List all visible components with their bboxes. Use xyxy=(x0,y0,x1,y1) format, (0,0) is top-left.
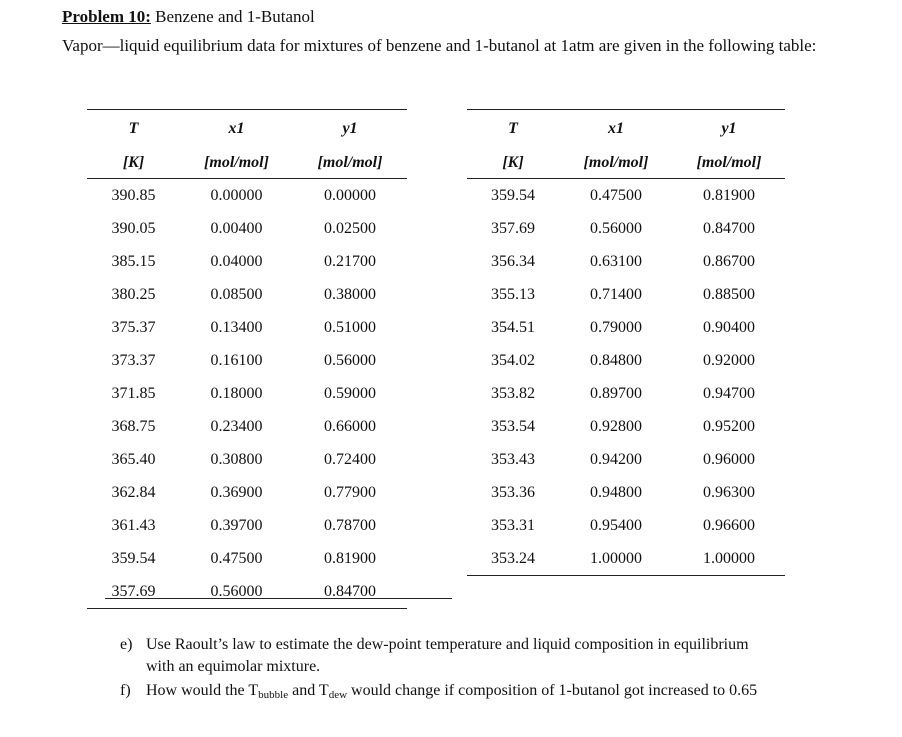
cell-x1: 0.30800 xyxy=(210,451,263,468)
cell-y1: 0.02500 xyxy=(324,220,376,237)
header-T: T xyxy=(467,110,559,149)
cell-x1: 0.79000 xyxy=(590,319,642,336)
question-list xyxy=(120,634,780,704)
cell-y1: 0.81900 xyxy=(703,187,755,204)
table-row xyxy=(87,278,407,311)
cell-x1: 0.18000 xyxy=(210,385,263,402)
cell-T: 390.85 xyxy=(111,187,156,204)
header-unit-row xyxy=(87,148,407,179)
cell-T: 390.05 xyxy=(111,220,156,237)
unit-x1: [mol/mol] xyxy=(559,148,673,179)
cell-y1: 0.00000 xyxy=(324,187,376,204)
table-row xyxy=(87,575,407,609)
cell-x1: 0.63100 xyxy=(590,253,642,270)
cell-x1: 0.71400 xyxy=(590,286,642,303)
cell-T: 371.85 xyxy=(111,385,156,402)
t-bubble-subscript: bubble xyxy=(258,689,289,701)
intro-paragraph: Vapor—liquid equilibrium data for mixtures of benzene and 1-butanol at 1atm are given in the following table: xyxy=(62,36,817,55)
problem-number: Problem 10: xyxy=(62,7,151,26)
unit-y1: [mol/mol] xyxy=(673,148,785,179)
cell-y1: 0.84700 xyxy=(703,220,755,237)
vle-table-left xyxy=(87,109,407,609)
table-row xyxy=(87,476,407,509)
header-y1: y1 xyxy=(293,110,407,149)
cell-x1: 0.00400 xyxy=(210,220,263,237)
cell-y1: 0.78700 xyxy=(324,517,376,534)
cell-y1: 0.51000 xyxy=(324,319,376,336)
cell-x1: 0.16100 xyxy=(210,352,263,369)
cell-T: 357.69 xyxy=(491,220,535,237)
cell-T: 362.84 xyxy=(111,484,156,501)
cell-y1: 0.96600 xyxy=(703,517,755,534)
question-f-label: f) xyxy=(120,682,131,699)
cell-T: 361.43 xyxy=(111,517,156,534)
header-T: T xyxy=(87,110,180,149)
question-e-text: Use Raoult’s law to estimate the dew-point temperature and liquid composition in equilibrium with an equimolar mixture. xyxy=(146,636,749,675)
cell-x1: 0.39700 xyxy=(210,517,263,534)
table-row xyxy=(87,443,407,476)
table-row xyxy=(87,245,407,278)
table-row xyxy=(467,542,785,576)
cell-T: 356.34 xyxy=(491,253,535,270)
question-e-label: e) xyxy=(120,636,133,653)
question-e xyxy=(120,634,780,678)
cell-T: 355.13 xyxy=(491,286,535,303)
cell-y1: 0.77900 xyxy=(324,484,376,501)
header-row xyxy=(87,110,407,149)
table-row xyxy=(467,344,785,377)
cell-y1: 0.81900 xyxy=(324,550,376,567)
question-f-part: and T xyxy=(288,682,329,699)
header-unit-row xyxy=(467,148,785,179)
cell-T: 353.24 xyxy=(467,542,559,576)
cell-y1: 0.96300 xyxy=(703,484,755,501)
cell-y1: 1.00000 xyxy=(673,542,785,576)
cell-y1: 0.95200 xyxy=(703,418,755,435)
table-row xyxy=(467,509,785,542)
cell-T: 359.54 xyxy=(111,550,156,567)
question-f xyxy=(120,680,780,702)
table-row xyxy=(87,212,407,245)
t-dew-subscript: dew xyxy=(328,689,348,701)
table-row xyxy=(467,476,785,509)
table-row xyxy=(467,212,785,245)
unit-T: [K] xyxy=(467,148,559,179)
cell-T: 353.82 xyxy=(491,385,535,402)
table-row xyxy=(467,443,785,476)
table-row xyxy=(87,377,407,410)
header-x1: x1 xyxy=(180,110,293,149)
cell-T: 368.75 xyxy=(111,418,156,435)
table-left-bottom-rule xyxy=(105,598,452,599)
question-f-text xyxy=(146,682,757,699)
header-x1: x1 xyxy=(559,110,673,149)
cell-x1: 0.23400 xyxy=(210,418,263,435)
unit-T: [K] xyxy=(87,148,180,179)
cell-T: 373.37 xyxy=(111,352,156,369)
cell-T: 353.54 xyxy=(491,418,535,435)
table-row xyxy=(467,245,785,278)
cell-T: 359.54 xyxy=(491,187,535,204)
cell-T: 353.31 xyxy=(491,517,535,534)
table-body-left xyxy=(87,179,407,609)
unit-x1: [mol/mol] xyxy=(180,148,293,179)
cell-y1: 0.21700 xyxy=(324,253,376,270)
table-row xyxy=(467,410,785,443)
cell-x1: 0.04000 xyxy=(210,253,263,270)
cell-T: 354.02 xyxy=(491,352,535,369)
table-body-right xyxy=(467,179,785,576)
problem-title xyxy=(62,6,315,28)
table-row xyxy=(87,509,407,542)
cell-x1: 0.47500 xyxy=(210,550,263,567)
table-row xyxy=(87,179,407,213)
cell-x1: 0.47500 xyxy=(590,187,642,204)
cell-y1: 0.94700 xyxy=(703,385,755,402)
cell-T: 353.36 xyxy=(491,484,535,501)
unit-y1: [mol/mol] xyxy=(293,148,407,179)
table-row xyxy=(87,542,407,575)
cell-y1: 0.56000 xyxy=(324,352,376,369)
header-y1: y1 xyxy=(673,110,785,149)
cell-y1: 0.92000 xyxy=(703,352,755,369)
cell-T: 353.43 xyxy=(491,451,535,468)
cell-x1: 0.56000 xyxy=(590,220,642,237)
table-row xyxy=(467,377,785,410)
cell-y1: 0.38000 xyxy=(324,286,376,303)
header-row xyxy=(467,110,785,149)
cell-x1: 0.92800 xyxy=(590,418,642,435)
table-row xyxy=(87,311,407,344)
table-row xyxy=(87,344,407,377)
table-row xyxy=(87,410,407,443)
cell-x1: 0.00000 xyxy=(210,187,263,204)
cell-y1: 0.88500 xyxy=(703,286,755,303)
cell-x1: 0.94200 xyxy=(590,451,642,468)
cell-y1: 0.90400 xyxy=(703,319,755,336)
cell-x1: 0.84800 xyxy=(590,352,642,369)
table-row xyxy=(467,278,785,311)
table-row xyxy=(467,311,785,344)
cell-x1: 0.13400 xyxy=(210,319,263,336)
question-f-part: would change if composition of 1-butanol got increased to 0.65 xyxy=(347,682,758,699)
table-row xyxy=(467,179,785,213)
cell-x1: 0.56000 xyxy=(180,575,293,609)
cell-T: 365.40 xyxy=(111,451,156,468)
problem-subject: Benzene and 1-Butanol xyxy=(150,7,315,26)
cell-T: 354.51 xyxy=(491,319,535,336)
cell-y1: 0.66000 xyxy=(324,418,376,435)
cell-y1: 0.84700 xyxy=(293,575,407,609)
question-f-part: How would the T xyxy=(146,682,259,699)
cell-y1: 0.86700 xyxy=(703,253,755,270)
cell-x1: 0.36900 xyxy=(210,484,263,501)
cell-x1: 0.89700 xyxy=(590,385,642,402)
cell-T: 380.25 xyxy=(111,286,156,303)
cell-y1: 0.59000 xyxy=(324,385,376,402)
cell-T: 357.69 xyxy=(87,575,180,609)
cell-y1: 0.72400 xyxy=(324,451,376,468)
cell-x1: 0.95400 xyxy=(590,517,642,534)
cell-x1: 0.94800 xyxy=(590,484,642,501)
vle-table-right xyxy=(467,109,785,576)
cell-y1: 0.96000 xyxy=(703,451,755,468)
cell-T: 375.37 xyxy=(111,319,156,336)
cell-T: 385.15 xyxy=(111,253,156,270)
cell-x1: 1.00000 xyxy=(559,542,673,576)
cell-x1: 0.08500 xyxy=(210,286,263,303)
